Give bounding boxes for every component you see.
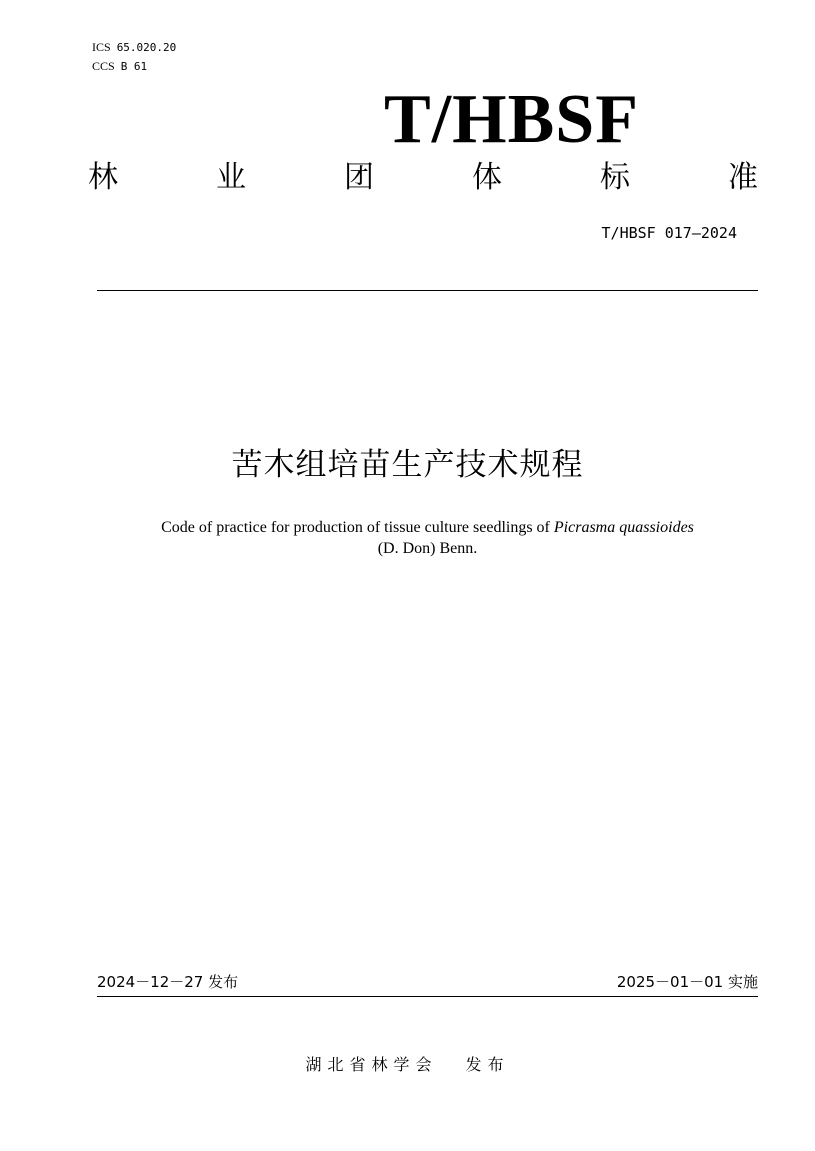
title-en-suffix: (D. Don) Benn. xyxy=(377,540,478,557)
header-divider xyxy=(97,290,758,291)
title-en-species: Picrasma quassioides xyxy=(553,519,694,536)
ics-code xyxy=(92,38,176,57)
document-title-english xyxy=(90,517,765,559)
release-date: 2024－12－27 发布 xyxy=(97,973,239,991)
standard-type-char: 标 xyxy=(600,160,630,195)
classification-codes xyxy=(92,38,176,76)
standard-logo: T/HBSF xyxy=(384,81,639,158)
publisher-line xyxy=(0,1052,815,1078)
ccs-code xyxy=(92,57,176,76)
standard-type-char: 准 xyxy=(728,160,758,195)
standard-type-char: 团 xyxy=(344,160,374,195)
publisher-action: 发布 xyxy=(465,1055,510,1074)
standard-number: T/HBSF 017—2024 xyxy=(601,224,737,242)
title-en-prefix: Code of practice for production of tissue culture seedlings of xyxy=(161,519,550,536)
implementation-date: 2025－01－01 实施 xyxy=(616,973,758,991)
date-row xyxy=(97,970,758,994)
document-title-chinese: 苦木组培苗生产技术规程 xyxy=(231,447,584,483)
ccs-value: B 61 xyxy=(120,60,148,73)
standard-type-heading xyxy=(88,153,758,203)
ics-label: ICS xyxy=(92,40,111,54)
footer-divider xyxy=(97,996,758,997)
standard-type-char: 林 xyxy=(88,160,118,195)
publisher-name: 湖北省林学会 xyxy=(305,1055,438,1074)
ics-value: 65.020.20 xyxy=(116,41,177,54)
ccs-label: CCS xyxy=(92,59,115,73)
standard-type-char: 业 xyxy=(216,160,246,195)
standard-type-char: 体 xyxy=(472,160,502,195)
